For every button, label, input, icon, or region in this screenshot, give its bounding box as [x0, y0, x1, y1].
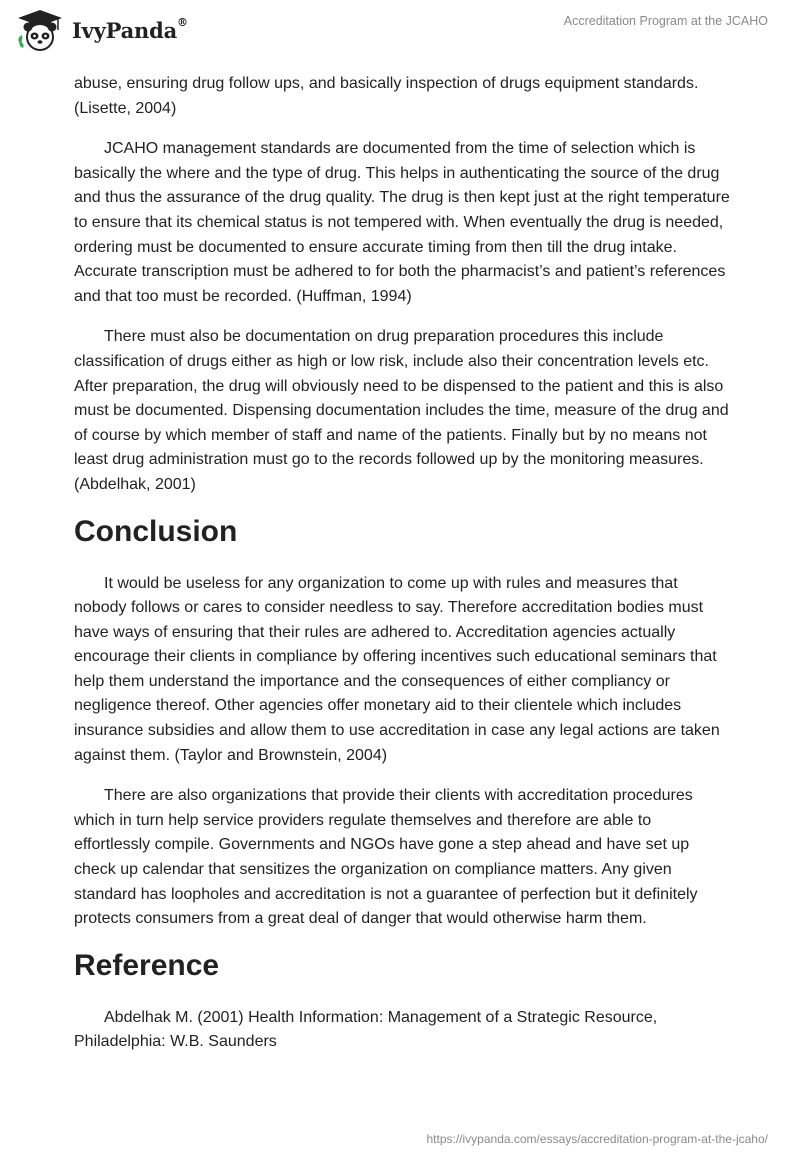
panda-graduate-icon	[14, 8, 66, 52]
paragraph-drug-preparation: There must also be documentation on drug preparation procedures this include classification of drugs either as high or low risk, include also their concentration levels etc. After preparation, the drug will obviously need to be dispensed to the patient and this is also must be documented. Dispensing documentation includes the time, measure of the drug and of course by which member of staff and name of the patients. Finally but by no means not least drug administration must go to the records followed up by the monitoring measures. (Abdelhak, 2001)	[74, 328, 729, 493]
paragraph-conclusion-1: It would be useless for any organization to come up with rules and measures that nobody follows or cares to consider needless to say. Therefore accreditation bodies must have ways of ensuring that their rules are adhered to. Accreditation agencies actually encourage their clients in compliance by offering incentives such educational seminars that help them understand the importance and the consequences of either compliancy or negligence thereof. Other agencies offer monetary aid to their clientele which includes insurance subsidies and allow them to use accreditation in case any legal actions are taken against them. (Taylor and Brownstein, 2004)	[74, 574, 720, 764]
document-title: Accreditation Program at the JCAHO	[563, 14, 768, 28]
paragraph-management-standards: JCAHO management standards are documented from the time of selection which is basically the where and the type of drug. This helps in authenticating the source of the drug and thus the assurance of the drug quality. The drug is then kept just at the right temperature to ensure that its chemical status is not tempered with. When eventually the drug is needed, ordering must be documented to ensure accurate timing from then till the drug intake. Accurate transcription must be adhered to for both the pharmacist’s and patient’s references and that too must be recorded. (Huffman, 1994)	[74, 140, 730, 305]
essay-content	[74, 72, 730, 1071]
source-url[interactable]: https://ivypanda.com/essays/accreditation-program-at-the-jcaho/	[426, 1132, 768, 1146]
reference-entry: Abdelhak M. (2001) Health Information: Management of a Strategic Resource, Philadelphia: W.B. Saunders	[74, 1008, 658, 1051]
reference-heading: Reference	[74, 948, 220, 982]
logo-wordmark: IvyPanda®	[72, 15, 188, 43]
ivypanda-logo[interactable]	[14, 8, 188, 52]
paragraph-conclusion-2: There are also organizations that provide their clients with accreditation procedures which in turn help service providers regulate themselves and therefore are able to effortlessly compile. Governments and NGOs have gone a step ahead and have set up check up calendar that sensitizes the organization on compliance matters. Any given standard has loopholes and accreditation is not a guarantee of perfection but it definitely protects consumers from a great deal of danger that would otherwise harm them.	[74, 787, 698, 928]
paragraph-continued: abuse, ensuring drug follow ups, and basically inspection of drugs equipment standards. (Lisette, 2004)	[74, 75, 699, 117]
page-header	[0, 0, 800, 70]
conclusion-heading: Conclusion	[74, 514, 238, 548]
